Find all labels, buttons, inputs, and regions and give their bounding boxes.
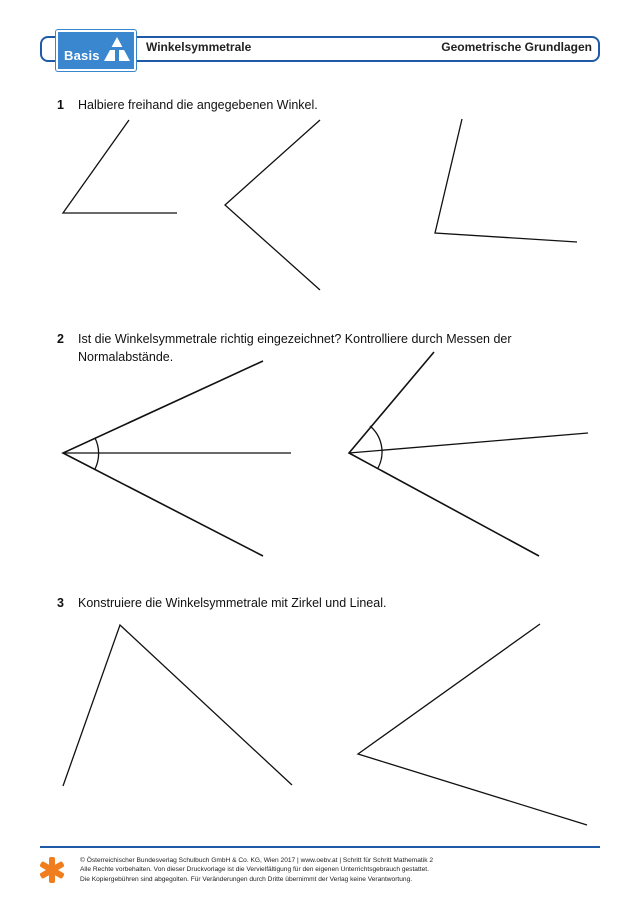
rights-line: Alle Rechte vorbehalten. Von dieser Druckvorlage ist die Vervielfältigung für den eigenen Unterrichtsgebrauch gestattet. [80, 866, 429, 874]
angle-arc-2b [370, 426, 382, 468]
task-instruction: Konstruiere die Winkelsymmetrale mit Zirkel und Lineal. [78, 596, 387, 610]
angle-2b [349, 352, 539, 556]
angle-3a [63, 625, 292, 786]
copyright-notice [80, 856, 600, 884]
angle-1a [63, 120, 177, 213]
publisher-logo-icon [38, 856, 66, 884]
task-instruction: Ist die Winkelsymmetrale richtig eingezeichnet? Kontrolliere durch Messen der Normalabstände. [78, 332, 512, 364]
angle-2a [63, 361, 263, 556]
task-number: 3 [57, 596, 64, 610]
footer-divider [40, 846, 600, 848]
angle-3b [358, 624, 587, 825]
badge-label: Basis [64, 48, 100, 63]
fees-line: Die Kopiergebühren sind abgegolten. Für Veränderungen durch Dritte übernimmt der Verlag keine Verantwortung. [80, 875, 413, 883]
task-instruction: Halbiere freihand die angegebenen Winkel. [78, 98, 318, 112]
task-number: 1 [57, 98, 64, 112]
worksheet-title: Winkelsymmetrale [146, 40, 252, 54]
task-number: 2 [57, 332, 64, 346]
angle-1c [435, 119, 577, 242]
worksheet-topic: Geometrische Grundlagen [441, 40, 592, 54]
copyright-line: © Österreichischer Bundesverlag Schulbuch GmbH & Co. KG, Wien 2017 | www.oebv.at | Schritt für Schritt Mathematik 2 [80, 857, 434, 864]
angle-1b [225, 120, 320, 290]
bisector-2b [349, 433, 588, 453]
